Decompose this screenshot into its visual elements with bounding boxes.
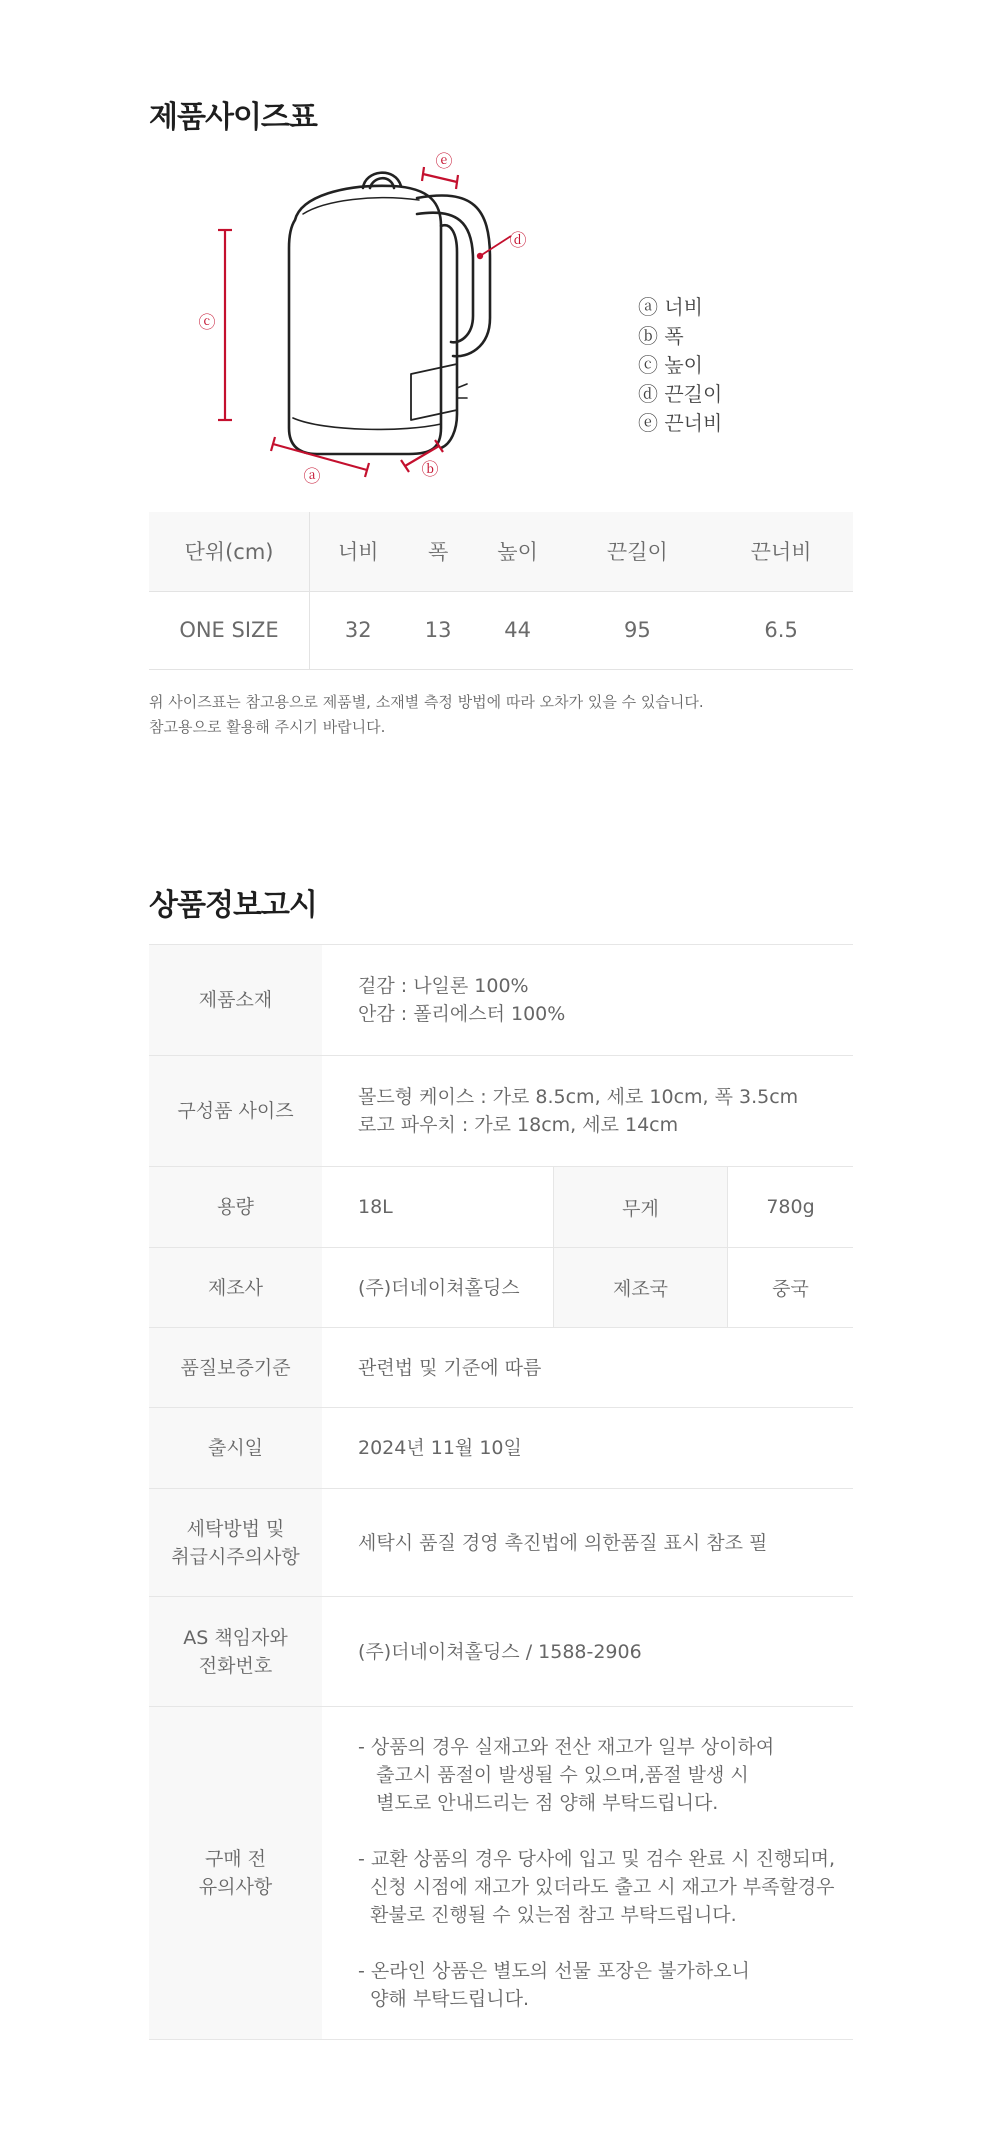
legend-item: ⓒ 높이 <box>638 353 703 377</box>
header-height: 높이 <box>470 512 566 591</box>
quality-value: 관련법 및 기준에 따름 <box>322 1328 853 1408</box>
origin-value: 중국 <box>728 1248 854 1328</box>
table-row <box>149 591 853 669</box>
header-strap-width: 끈너비 <box>709 512 853 591</box>
cell-width: 32 <box>310 591 407 669</box>
marker-a: ⓐ <box>303 467 321 487</box>
size-note-line: 위 사이즈표는 참고용으로 제품별, 소재별 측정 방법에 따라 오차가 있을 수 있습니다. <box>149 693 704 711</box>
release-value: 2024년 11월 10일 <box>322 1408 853 1489</box>
size-table <box>149 512 853 670</box>
manufacturer-label: 제조사 <box>149 1248 322 1328</box>
marker-d: ⓓ <box>509 231 527 251</box>
capacity-label: 용량 <box>149 1167 322 1248</box>
cell-strap-length: 95 <box>565 591 709 669</box>
header-depth: 폭 <box>407 512 470 591</box>
header-strap-length: 끈길이 <box>565 512 709 591</box>
table-row <box>149 1328 853 1408</box>
marker-e: ⓔ <box>435 152 453 172</box>
size-legend <box>638 293 722 438</box>
components-label: 구성품 사이즈 <box>149 1056 322 1167</box>
cell-strap-width: 6.5 <box>709 591 853 669</box>
header-width: 너비 <box>310 512 407 591</box>
material-label: 제품소재 <box>149 945 322 1056</box>
cell-size: ONE SIZE <box>149 591 310 669</box>
marker-c: ⓒ <box>198 313 216 333</box>
as-label: AS 책임자와 전화번호 <box>149 1597 322 1707</box>
table-row <box>149 1056 853 1167</box>
table-row <box>149 1408 853 1489</box>
size-table-header <box>149 512 853 591</box>
washing-label: 세탁방법 및 취급시주의사항 <box>149 1489 322 1597</box>
as-value: (주)더네이쳐홀딩스 / 1588-2906 <box>322 1597 853 1707</box>
table-row <box>149 1597 853 1707</box>
size-note-line: 참고용으로 활용해 주시기 바랍니다. <box>149 718 386 736</box>
header-unit: 단위(cm) <box>149 512 310 591</box>
caution-value: - 상품의 경우 실재고와 전산 재고가 일부 상이하여 출고시 품절이 발생될 수 있으며,품절 발생 시 별도로 안내드리는 점 양해 부탁드립니다. - 교환 상품의 경우 당사에 입고 및 검수 완료 시 진행되며, 신청 시점에 재고가 있더라도 출고 시 재고가 부족할경우 환불로 진행될 수 있는점 참고 부탁드립니다. - 온라인 상품은 별도의 선물 포장은 불가하오니 양해 부탁드립니다. <box>322 1707 853 2040</box>
table-row <box>149 1707 853 2040</box>
size-note <box>149 690 704 740</box>
marker-b: ⓑ <box>421 460 439 480</box>
legend-item: ⓐ 너비 <box>638 295 703 319</box>
capacity-value: 18L <box>322 1167 554 1248</box>
size-chart-title: 제품사이즈표 <box>149 100 317 135</box>
legend-item: ⓑ 폭 <box>638 324 684 348</box>
cell-depth: 13 <box>407 591 470 669</box>
manufacturer-value: (주)더네이쳐홀딩스 <box>322 1248 554 1328</box>
legend-item: ⓓ 끈길이 <box>638 382 723 406</box>
table-row <box>149 1489 853 1597</box>
cell-height: 44 <box>470 591 566 669</box>
weight-label: 무게 <box>554 1167 728 1248</box>
table-row <box>149 1248 853 1328</box>
washing-value: 세탁시 품질 경영 촉진법에 의한품질 표시 참조 필 <box>322 1489 853 1597</box>
product-info-title: 상품정보고시 <box>149 888 317 923</box>
table-row <box>149 945 853 1056</box>
backpack-illustration <box>198 148 545 496</box>
quality-label: 품질보증기준 <box>149 1328 322 1408</box>
table-row <box>149 1167 853 1248</box>
origin-label: 제조국 <box>554 1248 728 1328</box>
weight-value: 780g <box>728 1167 854 1248</box>
product-info-table <box>149 944 853 2040</box>
components-value: 몰드형 케이스 : 가로 8.5cm, 세로 10cm, 폭 3.5cm 로고 파우치 : 가로 18cm, 세로 14cm <box>322 1056 853 1167</box>
material-value: 겉감 : 나일론 100% 안감 : 폴리에스터 100% <box>322 945 853 1056</box>
release-label: 출시일 <box>149 1408 322 1489</box>
caution-label: 구매 전 유의사항 <box>149 1707 322 2040</box>
legend-item: ⓔ 끈너비 <box>638 411 723 435</box>
